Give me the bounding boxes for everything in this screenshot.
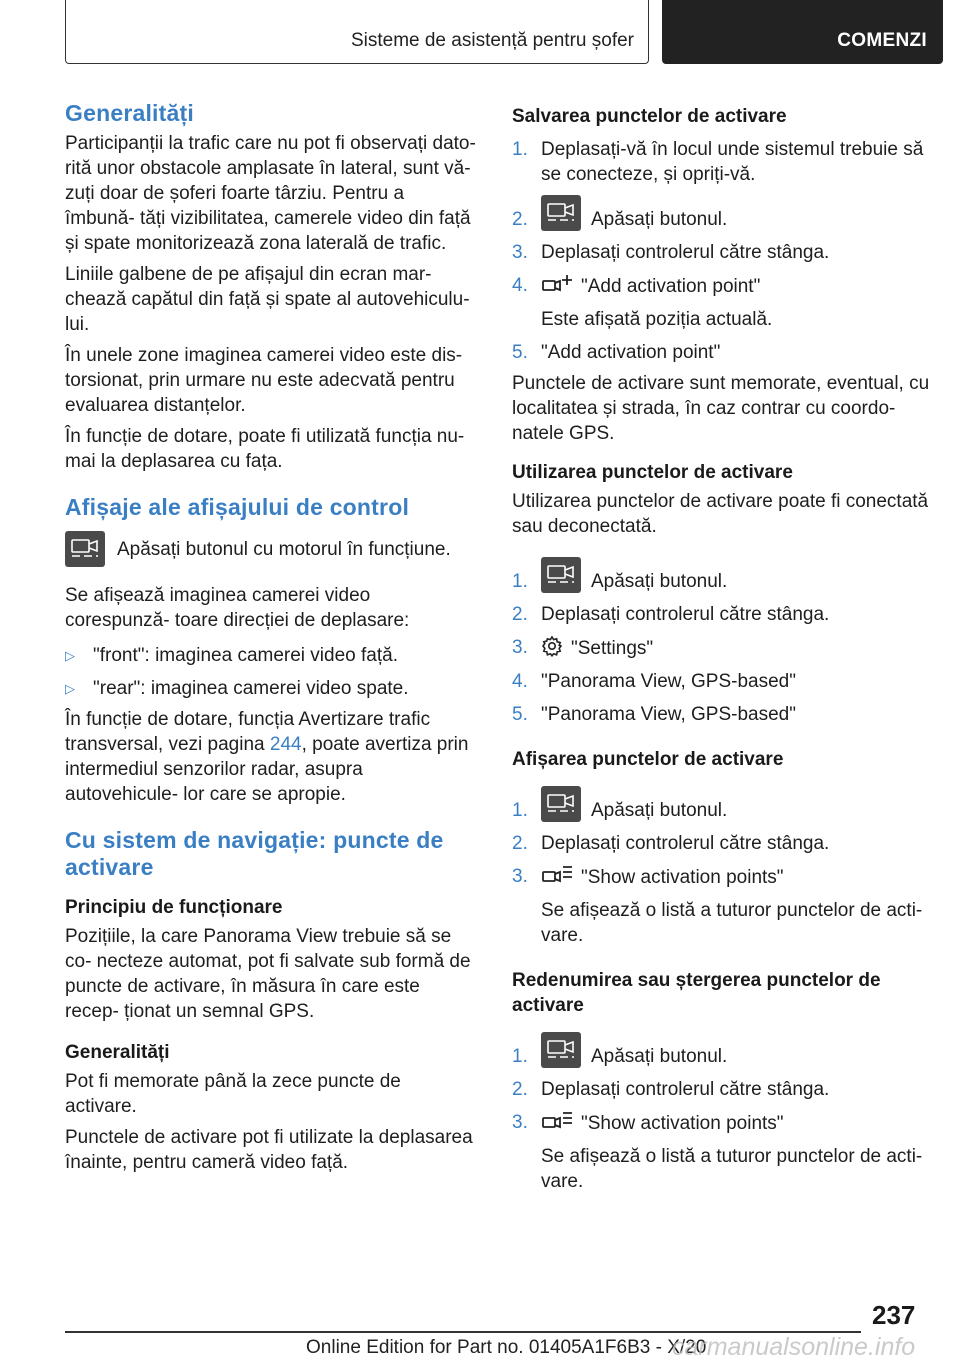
triangle-bullet-icon: ▷	[65, 681, 75, 696]
camera-button-icon	[541, 1032, 581, 1068]
step-note: Se afișează o listă a tuturor punctelor de acti- vare.	[541, 1146, 923, 1192]
list-item: 1. Apăsați butonul.	[512, 569, 932, 594]
gear-icon	[541, 635, 563, 657]
list-item: 3. "Show activation points"	[512, 1112, 784, 1134]
paragraph-visibility: Participanții la trafic care nu pot fi observați dato- rită unor obstacole amplasate în lateral, sunt vă- zuți doar de șoferi foarte târziu. Pentru a îmbună- tăți vizibilitatea, camerele video din față și spate monitorizează zona laterală de trafic.	[65, 133, 476, 254]
heading-navigation: Cu sistem de navigație: puncte de activare	[65, 827, 444, 880]
list-item: 3. Deplasați controlerul către stânga.	[512, 242, 830, 263]
header-section: COMENZI	[837, 30, 927, 51]
heading-show: Afișarea punctelor de activare	[512, 749, 784, 770]
step-note: Este afișată poziția actuală.	[541, 309, 773, 330]
heading-save: Salvarea punctelor de activare	[512, 106, 787, 127]
camera-list-icon	[541, 1110, 573, 1132]
bullet-front: ▷ "front": imaginea camerei video față.	[65, 645, 398, 666]
paragraph-use: Utilizarea punctelor de activare poate fi conectată sau deconectată.	[512, 491, 929, 537]
bullet-rear: ▷ "rear": imaginea camerei video spate.	[65, 678, 409, 699]
list-item: 3. "Show activation points"	[512, 866, 784, 888]
paragraph-forward-use: Punctele de activare pot fi utilizate la deplasarea înainte, pentru cameră video față.	[65, 1127, 473, 1173]
heading-principle: Principiu de funcționare	[65, 897, 283, 918]
paragraph-ten-points: Pot fi memorate până la zece puncte de activare.	[65, 1071, 401, 1117]
heading-general-2: Generalități	[65, 1042, 170, 1063]
paragraph-positions: Pozițiile, la care Panorama View trebuie să se co- necteze automat, pot fi salvate sub formă de puncte de activare, în măsura în care este recep- ționat un semnal GPS.	[65, 926, 471, 1022]
list-item: 2. Deplasați controlerul către stânga.	[512, 833, 830, 854]
watermark: carmanualsonline.info	[672, 1333, 916, 1361]
list-item: 2. Deplasați controlerul către stânga.	[512, 604, 830, 625]
list-item: 2. Deplasați controlerul către stânga.	[512, 1079, 830, 1100]
paragraph-yellow-lines: Liniile galbene de pe afișajul din ecran mar- chează capătul din față și spate al autovehiculu- lui.	[65, 264, 470, 335]
step-note: Se afișează o listă a tuturor punctelor de acti- vare.	[541, 900, 923, 946]
camera-button-icon	[541, 786, 581, 822]
paragraph-camera-image: Se afișează imaginea camerei video corespunză- toare direcției de deplasare:	[65, 585, 410, 631]
footer-edition: Online Edition for Part no. 01405A1F6B3 - X/20	[306, 1337, 707, 1358]
list-item: 1. Apăsați butonul.	[512, 1044, 932, 1069]
triangle-bullet-icon: ▷	[65, 648, 75, 663]
header-title: Sisteme de asistență pentru șofer	[350, 30, 634, 51]
page-number: 237	[872, 1300, 916, 1330]
list-item: 1. Apăsați butonul.	[512, 798, 932, 823]
list-item: 2. Apăsați butonul.	[512, 207, 932, 232]
paragraph-equipment: În funcție de dotare, poate fi utilizată funcția nu- mai la deplasarea cu fața.	[65, 426, 465, 472]
header-title-box	[65, 0, 649, 64]
heading-displays: Afișaje ale afișajului de control	[65, 494, 410, 520]
page-link[interactable]: 244	[269, 734, 302, 755]
list-item: 5. "Panorama View, GPS-based"	[512, 704, 796, 725]
paragraph-distortion: În unele zone imaginea camerei video este dis- torsionat, prin urmare nu este adecvată pentru evaluarea distanțelor.	[65, 345, 463, 416]
camera-button-icon	[541, 557, 581, 593]
paragraph-saved: Punctele de activare sunt memorate, eventual, cu localitatea și strada, în caz contrar cu coordo- natele GPS.	[512, 373, 930, 444]
camera-button-icon	[541, 195, 581, 231]
heading-general: Generalități	[65, 100, 194, 126]
left-column	[65, 100, 477, 1175]
list-item: 1. Deplasați-vă în locul unde sistemul trebuie să se conecteze, și opriți-vă.	[512, 139, 924, 185]
list-item: 4. "Add activation point"	[512, 275, 761, 297]
header-section-box	[662, 0, 943, 64]
press-button-row	[65, 537, 477, 567]
list-item: 3. "Settings"	[512, 637, 654, 659]
camera-list-icon	[541, 864, 573, 886]
paragraph-cross-traffic: În funcție de dotare, funcția Avertizare trafic transversal, vezi pagina 244, poate avertiza prin intermediul senzorilor radar, asupra autovehicule- lor care se apropie.	[65, 709, 469, 805]
right-column	[512, 104, 932, 1194]
camera-add-icon	[541, 273, 573, 295]
camera-button-icon	[65, 531, 105, 567]
heading-use: Utilizarea punctelor de activare	[512, 462, 793, 483]
list-item: 5. "Add activation point"	[512, 342, 721, 363]
list-item: 4. "Panorama View, GPS-based"	[512, 671, 796, 692]
press-button-text: Apăsați butonul cu motorul în funcțiune.	[117, 539, 451, 560]
heading-rename: Redenumirea sau ștergerea punctelor de activare	[512, 970, 881, 1016]
